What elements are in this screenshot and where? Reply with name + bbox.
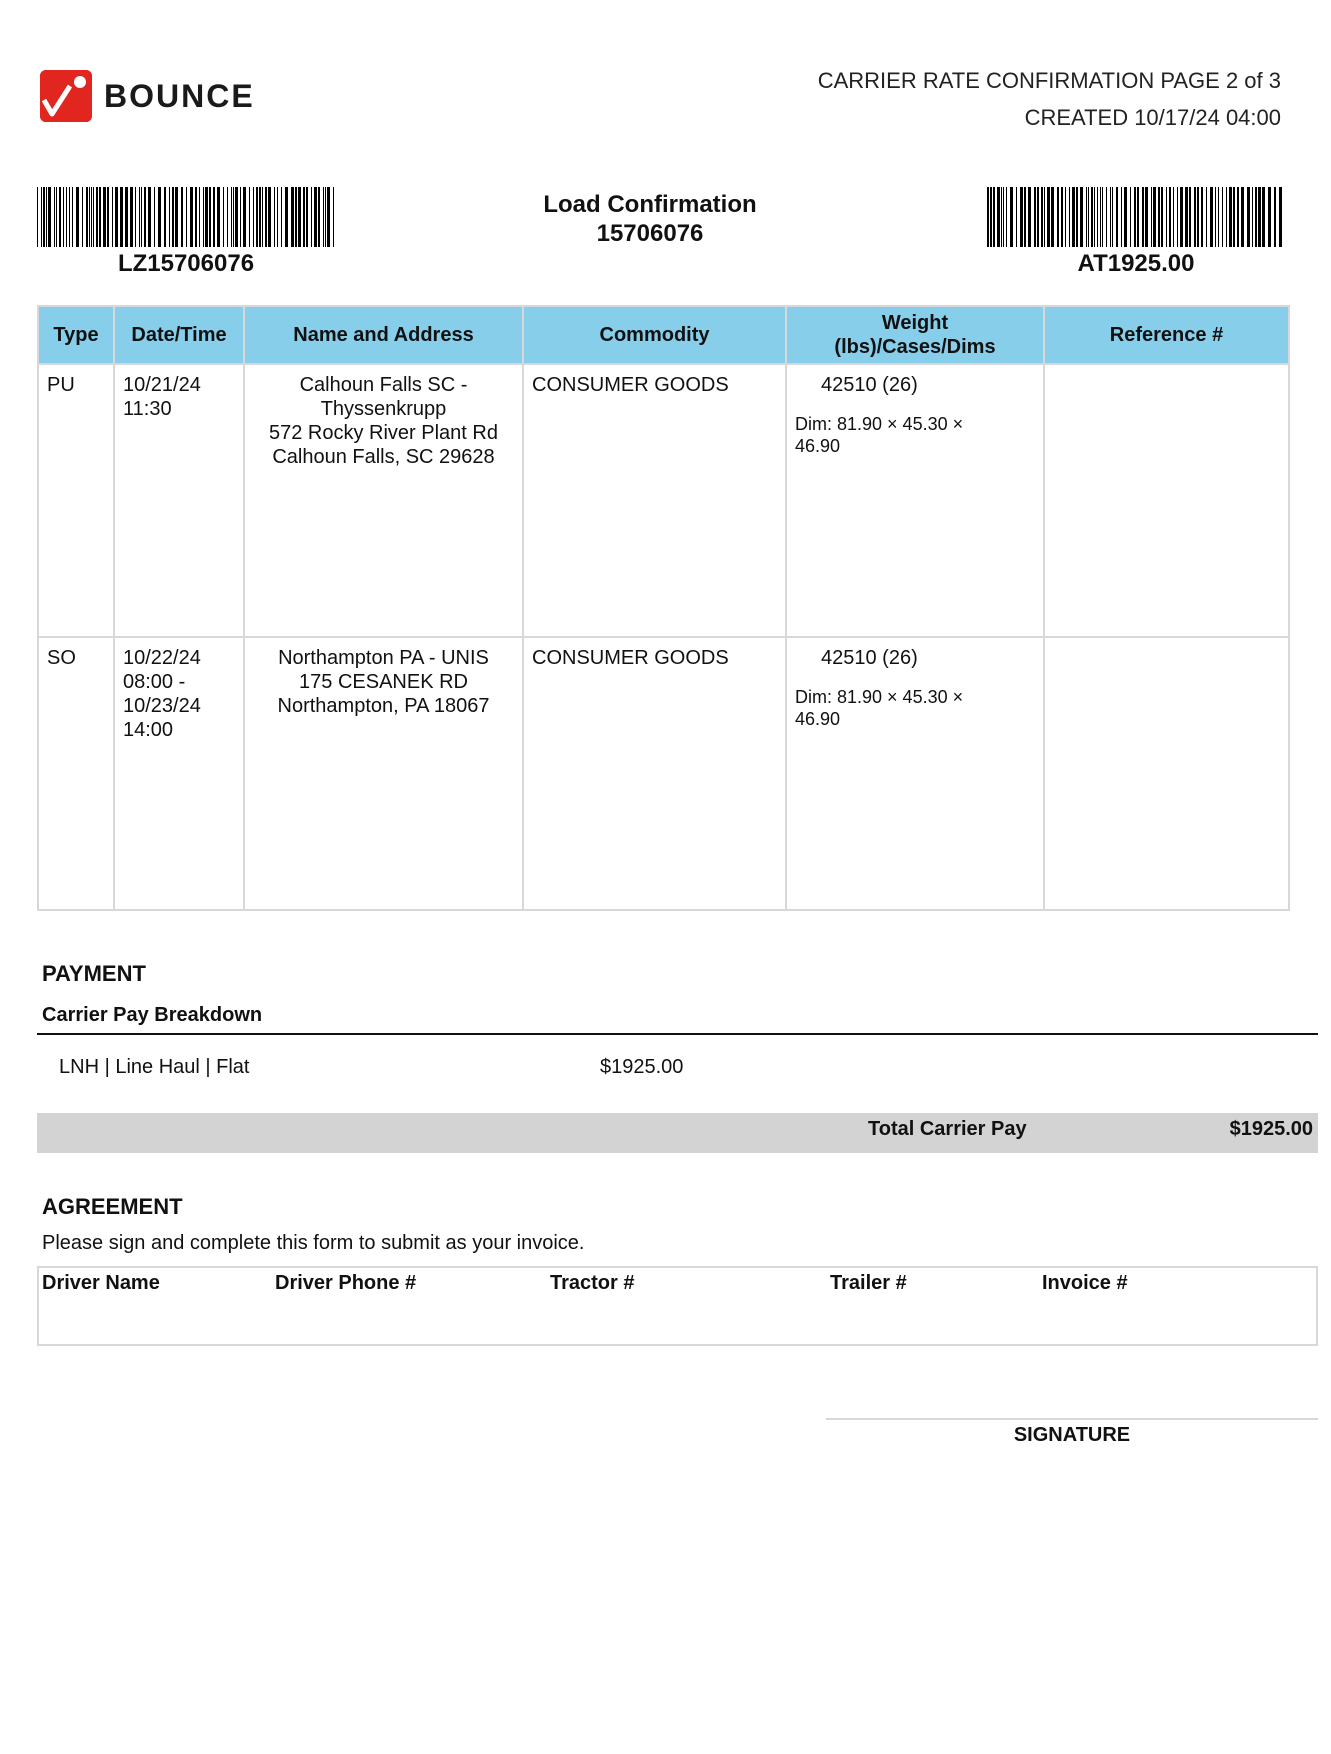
- brand-name: BOUNCE: [104, 77, 255, 114]
- col-weight: [786, 306, 1044, 364]
- barcode-bar: [231, 187, 232, 247]
- dimensions-line: Dim: 81.90 × 45.30 ×: [795, 687, 964, 707]
- col-datetime: Date/Time: [114, 306, 244, 364]
- stop-name: Northampton PA - UNIS: [278, 647, 489, 669]
- barcode-bar: [141, 187, 142, 247]
- barcode-bar: [154, 187, 155, 247]
- barcode-bar: [139, 187, 140, 247]
- barcode-bar: [298, 187, 301, 247]
- barcode-bar: [1169, 187, 1171, 247]
- barcode-bar: [41, 187, 42, 247]
- barcode-bar: [120, 187, 123, 247]
- stop-name: Calhoun Falls SC -: [299, 374, 468, 396]
- barcode-bar: [303, 187, 305, 247]
- barcode-bar: [235, 187, 238, 247]
- barcode-bar: [91, 187, 92, 247]
- barcode-bar: [1086, 187, 1087, 247]
- barcode-bar: [1158, 187, 1160, 247]
- signature-line[interactable]: [826, 1418, 1318, 1420]
- barcode-bar: [1151, 187, 1152, 247]
- barcode-bar: [135, 187, 136, 247]
- weight-cases: 42510 (26): [821, 374, 918, 396]
- load-barcode: [37, 187, 335, 247]
- barcode-bar: [1106, 187, 1107, 247]
- barcode-bar: [265, 187, 267, 247]
- barcode-bar: [209, 187, 211, 247]
- amount-barcode: [987, 187, 1285, 247]
- barcode-bar: [1121, 187, 1122, 247]
- barcode-bar: [1020, 187, 1023, 247]
- page-title: [450, 190, 850, 248]
- weight-cases: 42510 (26): [821, 647, 918, 669]
- barcode-bar: [190, 187, 193, 247]
- barcode-bar: [158, 187, 161, 247]
- stop-date: 10/22/24: [123, 647, 201, 669]
- stop-address: Northampton, PA 18067: [277, 695, 490, 717]
- barcode-bar: [1241, 187, 1244, 247]
- barcode-bar: [1100, 187, 1101, 247]
- document-type: CARRIER RATE CONFIRMATION PAGE 2 of 3: [817, 68, 1281, 93]
- barcode-bar: [175, 187, 178, 247]
- barcode-bar: [172, 187, 174, 247]
- barcode-bar: [1161, 187, 1163, 247]
- barcode-bar: [223, 187, 224, 247]
- col-commodity: Commodity: [523, 306, 786, 364]
- pay-line-description: LNH | Line Haul | Flat: [59, 1056, 250, 1078]
- barcode-bar: [1173, 187, 1174, 247]
- stop-name-address: [244, 364, 523, 637]
- barcode-bar: [1061, 187, 1063, 247]
- barcode-bar: [1003, 187, 1004, 247]
- stop-date: 10/23/24: [123, 695, 201, 717]
- dimensions-line: 46.90: [795, 709, 841, 729]
- barcode-bar: [259, 187, 261, 247]
- barcode-bar: [1041, 187, 1043, 247]
- barcode-bar: [59, 187, 61, 247]
- barcode-bar: [48, 187, 51, 247]
- barcode-bar: [37, 187, 38, 247]
- document-header-info: [818, 62, 1281, 136]
- barcode-bar: [285, 187, 288, 247]
- driver-name-field[interactable]: Driver Name: [42, 1272, 160, 1294]
- barcode-bar: [314, 187, 317, 247]
- barcode-bar: [96, 187, 98, 247]
- dimensions: [795, 413, 1035, 457]
- barcode-bar: [217, 187, 220, 247]
- barcode-bar: [93, 187, 94, 247]
- barcode-bar: [1097, 187, 1098, 247]
- barcode-bar: [1197, 187, 1199, 247]
- barcode-bar: [1010, 187, 1013, 247]
- col-name-address: Name and Address: [244, 306, 523, 364]
- barcode-bar: [46, 187, 47, 247]
- barcode-bar: [69, 187, 70, 247]
- barcode-bar: [291, 187, 294, 247]
- barcode-bar: [333, 187, 334, 247]
- barcode-bar: [1247, 187, 1250, 247]
- agreement-heading: AGREEMENT: [42, 1194, 183, 1219]
- barcode-bar: [227, 187, 228, 247]
- barcode-bar: [1091, 187, 1093, 247]
- table-header-row: [38, 306, 1289, 364]
- barcode-bar: [243, 187, 246, 247]
- barcode-bar: [82, 187, 83, 247]
- barcode-bar: [1094, 187, 1095, 247]
- bounce-logo-icon: [40, 70, 92, 122]
- barcode-bar: [1279, 187, 1282, 247]
- barcode-bar: [76, 187, 79, 247]
- barcode-bar: [1134, 187, 1136, 247]
- barcode-bar: [1222, 187, 1223, 247]
- barcode-bar: [318, 187, 320, 247]
- barcode-bar: [1274, 187, 1276, 247]
- barcode-bar: [63, 187, 64, 247]
- barcode-bar: [233, 187, 234, 247]
- barcode-bar: [1206, 187, 1207, 247]
- stop-weight: [786, 637, 1044, 910]
- barcode-bar: [1194, 187, 1196, 247]
- barcode-bar: [1047, 187, 1050, 247]
- barcode-bar: [112, 187, 113, 247]
- barcode-bar: [1210, 187, 1213, 247]
- barcode-bar: [164, 187, 166, 247]
- tractor-field[interactable]: Tractor #: [550, 1272, 635, 1294]
- barcode-bar: [1065, 187, 1066, 247]
- barcode-bar: [268, 187, 271, 247]
- barcode-bar: [1051, 187, 1054, 247]
- table-row: [38, 637, 1289, 910]
- barcode-bar: [1229, 187, 1232, 247]
- company-logo: [40, 68, 255, 124]
- barcode-bar: [99, 187, 101, 247]
- barcode-bar: [1233, 187, 1235, 247]
- barcode-bar: [213, 187, 215, 247]
- total-carrier-pay-amount: $1925.00: [1229, 1118, 1313, 1140]
- title-line: Load Confirmation: [543, 191, 757, 218]
- barcode-bar: [1258, 187, 1261, 247]
- stop-reference: [1044, 364, 1289, 637]
- barcode-bar: [1189, 187, 1191, 247]
- payment-heading: PAYMENT: [42, 961, 146, 986]
- barcode-bar: [1137, 187, 1139, 247]
- barcode-bar: [253, 187, 254, 247]
- barcode-bar: [306, 187, 308, 247]
- barcode-bar: [199, 187, 200, 247]
- barcode-bar: [323, 187, 324, 247]
- barcode-bar: [1177, 187, 1178, 247]
- stop-time: 11:30: [123, 398, 172, 420]
- barcode-bar: [1215, 187, 1216, 247]
- barcode-bar: [1268, 187, 1271, 247]
- barcode-bar: [195, 187, 197, 247]
- barcode-bar: [262, 187, 263, 247]
- barcode-bar: [125, 187, 128, 247]
- barcode-bar: [1044, 187, 1045, 247]
- barcode-bar: [115, 187, 118, 247]
- stop-address: 572 Rocky River Plant Rd: [269, 422, 498, 444]
- barcode-bar: [1166, 187, 1167, 247]
- dimensions: [795, 686, 1035, 730]
- barcode-bar: [1145, 187, 1148, 247]
- barcode-bar: [54, 187, 55, 247]
- barcode-bar: [169, 187, 170, 247]
- barcode-bar: [1252, 187, 1253, 247]
- barcode-bar: [1006, 187, 1007, 247]
- barcode-bar: [203, 187, 204, 247]
- barcode-bar: [1069, 187, 1070, 247]
- barcode-bar: [256, 187, 258, 247]
- barcode-bar: [103, 187, 106, 247]
- stop-commodity: CONSUMER GOODS: [523, 364, 786, 637]
- barcode-bar: [66, 187, 67, 247]
- invoice-field[interactable]: Invoice #: [1042, 1272, 1128, 1294]
- stop-time: 08:00 -: [123, 671, 186, 693]
- barcode-bar: [997, 187, 1000, 247]
- pay-divider: [37, 1033, 1318, 1035]
- barcode-bar: [1153, 187, 1156, 247]
- barcode-bar: [1142, 187, 1144, 247]
- trailer-field[interactable]: Trailer #: [830, 1272, 907, 1294]
- stop-name: 175 CESANEK RD: [299, 671, 468, 693]
- stop-address: Calhoun Falls, SC 29628: [272, 446, 495, 468]
- stop-weight: [786, 364, 1044, 637]
- barcode-bar: [148, 187, 151, 247]
- barcode-bar: [1110, 187, 1111, 247]
- barcode-bar: [181, 187, 183, 247]
- barcode-bar: [325, 187, 326, 247]
- barcode-bar: [295, 187, 297, 247]
- barcode-bar: [1112, 187, 1113, 247]
- barcode-bar: [311, 187, 312, 247]
- barcode-bar: [1037, 187, 1039, 247]
- pay-breakdown-heading: Carrier Pay Breakdown: [42, 1004, 263, 1026]
- stop-datetime: [114, 637, 244, 910]
- stop-reference: [1044, 637, 1289, 910]
- stops-table: [37, 305, 1290, 911]
- barcode-bar: [1262, 187, 1265, 247]
- barcode-bar: [43, 187, 45, 247]
- stop-time: 14:00: [123, 719, 174, 741]
- amount-barcode-label: AT1925.00: [1077, 250, 1195, 277]
- barcode-bar: [186, 187, 187, 247]
- load-number: 15706076: [596, 220, 704, 247]
- barcode-bar: [56, 187, 57, 247]
- stop-date: 10/21/24: [123, 374, 201, 396]
- stop-commodity: CONSUMER GOODS: [523, 637, 786, 910]
- barcode-bar: [89, 187, 90, 247]
- barcode-bar: [86, 187, 88, 247]
- barcode-bar: [240, 187, 241, 247]
- barcode-bar: [277, 187, 278, 247]
- col-type: Type: [38, 306, 114, 364]
- barcode-bar: [1255, 187, 1257, 247]
- barcode-bar: [1218, 187, 1219, 247]
- signature-label: SIGNATURE: [1013, 1424, 1131, 1446]
- barcode-bar: [130, 187, 133, 247]
- barcode-bar: [1028, 187, 1031, 247]
- barcode-bar: [1080, 187, 1083, 247]
- barcode-bar: [281, 187, 282, 247]
- pay-line-amount: $1925.00: [600, 1056, 684, 1078]
- barcode-bar: [144, 187, 146, 247]
- barcode-bar: [1226, 187, 1227, 247]
- barcode-bar: [1124, 187, 1127, 247]
- barcode-bar: [1072, 187, 1075, 247]
- table-row: [38, 364, 1289, 637]
- total-carrier-pay-label: Total Carrier Pay: [868, 1118, 1027, 1140]
- load-barcode-label: LZ15706076: [117, 250, 255, 277]
- barcode-bar: [987, 187, 989, 247]
- dimensions-line: Dim: 81.90 × 45.30 ×: [795, 414, 964, 434]
- barcode-bar: [1185, 187, 1188, 247]
- barcode-bar: [1237, 187, 1239, 247]
- barcode-bar: [107, 187, 109, 247]
- dimensions-line: 46.90: [795, 436, 841, 456]
- total-bar: [37, 1113, 1318, 1153]
- barcode-bar: [205, 187, 208, 247]
- barcode-bar: [327, 187, 330, 247]
- stop-type: PU: [38, 364, 114, 637]
- stop-name-address: [244, 637, 523, 910]
- agreement-note: Please sign and complete this form to submit as your invoice.: [42, 1232, 585, 1254]
- col-reference: Reference #: [1044, 306, 1289, 364]
- col-weight-line: Weight: [881, 312, 949, 334]
- barcode-bar: [1201, 187, 1203, 247]
- barcode-bar: [1016, 187, 1017, 247]
- barcode-bar: [1057, 187, 1059, 247]
- barcode-bar: [1034, 187, 1036, 247]
- barcode-bar: [1024, 187, 1026, 247]
- barcode-bar: [1001, 187, 1002, 247]
- barcode-bar: [990, 187, 992, 247]
- barcode-bar: [249, 187, 250, 247]
- barcode-bar: [1076, 187, 1078, 247]
- barcode-bar: [1116, 187, 1118, 247]
- barcode-bar: [1088, 187, 1089, 247]
- barcode-bar: [72, 187, 73, 247]
- barcode-bar: [1180, 187, 1183, 247]
- stop-name: Thyssenkrupp: [320, 398, 447, 420]
- barcode-bar: [1102, 187, 1103, 247]
- barcode-bar: [1130, 187, 1131, 247]
- created-timestamp: CREATED 10/17/24 04:00: [1024, 105, 1281, 130]
- col-weight-line: (lbs)/Cases/Dims: [834, 336, 996, 358]
- barcode-bar: [274, 187, 275, 247]
- driver-phone-field[interactable]: Driver Phone #: [275, 1272, 417, 1294]
- barcode-bar: [993, 187, 995, 247]
- stop-datetime: [114, 364, 244, 637]
- stop-type: SO: [38, 637, 114, 910]
